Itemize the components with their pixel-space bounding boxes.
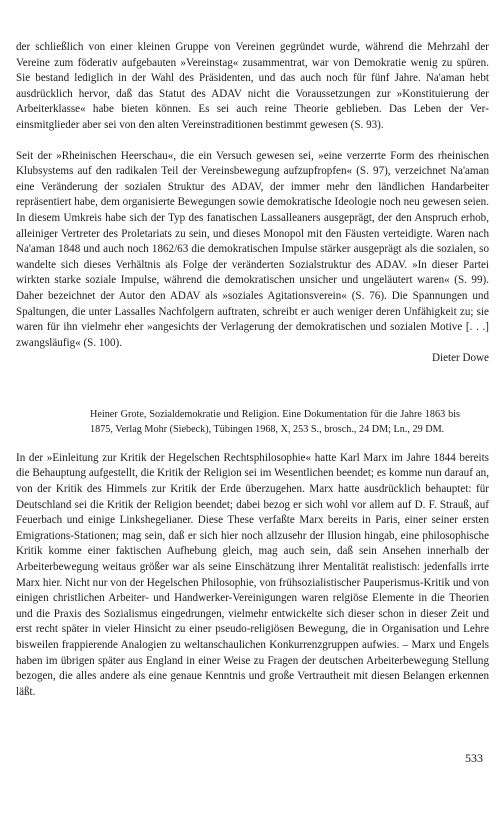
body-paragraph-2: Seit der »Rheinischen Heerschau«, die ein Versuch gewesen sei, »eine verzerrte Form des rheinischen Klubsystems auf den radikalen Teil der Vereinsbewegung aufzupfropfen« (S. 97), verzeichnet Na'aman eine Veränderung der sozialen Struktur des ADAV, der immer mehr den ländlichen Handarbeiter repräsentiert habe, dem organisierte Bewegungen sowie demokratische Ideologie noch neu gewesen seien. In diesem Umkreis habe sich der Typ des fanatischen Lassalleaners ausgeprägt, der den Anspruch erhob, alleiniger Vertreter des Proletariats zu sein, und dieses Monopol mit den Fäusten verteidigte. Waren nach Na'aman 1848 und auch noch 1862/63 die demokratischen Impulse stärker ausgeprägt als die sozialen, so wandelte sich dieses Verhältnis als Folge der veränderten Sozialstruktur des ADAV. »In dieser Partei wirkten starke soziale Impulse, während die demokratischen unsicher und ungeläutert waren« (S. 99). Daher bezeichnet der Autor den ADAV als »soziales Agitationsverein« (S. 76). Die Spannungen und Spaltungen, die unter Lassalles Nachfolgern auftraten, schreibt er auch weniger deren Unfähigkeit zu; sie waren für ihn vielmehr eher »angesichts der Verlagerung der demokratischen und sozialen Motive [. . .] zwangsläufig« (S. 100).	[16, 149, 489, 349]
review-paragraph: In der »Einleitung zur Kritik der Hegelschen Rechtsphilosophie« hatte Karl Marx im Jahre 1844 bereits die Behauptung aufgestellt, die Kritik der Religion sei im Wesentlichen beendet; es komme nun darauf an, von der Kritik des Himmels zur Kritik der Erde überzugehen. Marx hatte ausdrücklich behauptet: für Deutschland sei die Kritik der Religion beendet; dabei bezog er sich wohl vor allem auf D. F. Strauß, auf Feuerbach und einige Linkshegelianer. Diese These verfaßte Marx bereits in Paris, einer seiner ersten Emigrations-Stationen; mag sein, daß er sich hier noch allzusehr der Illusion hingab, eine philosophische Kritik komme einer faktischen Aufhebung gleich, mag auch sein, daß sein Ansehen innerhalb der Arbeiterbewegung weitaus größer war als seine Einschätzung ihrer Mentalität realistisch: jedenfalls irrte Marx hier. Nicht nur von der Hegelschen Philosophie, von frühsozialistischer Pauperismus-Kritik und von einigen christlichen Arbeiter- und Handwerker-Vereinigungen waren relgiöse Elemente in die Theorien und die Praxis des Sozialismus eingedrungen, vielmehr entwickelte sich dieser schon in dieser Zeit und erst recht später in vieler Hinsicht zu einer pseudo-religiösen Bewegung, die in Organisation und Lehre bisweilen frappierende Analogien zu weltanschaulichen Konkurrenzgruppen aufwies. – Marx und Engels haben im übrigen später aus England in einer Weise zu Fragen der deutschen Arbeiterbewegung Stellung bezogen, die alles andere als eine genaue Kenntnis und große Vertrautheit mit diesen Belangen erkennen läßt.	[16, 451, 489, 698]
citation-text: Heiner Grote, Sozialdemokratie und Religion. Eine Dokumentation für die Jahre 1863 bis 1875, Verlag Mohr (Siebeck), Tübingen 1968, X, 253 S., brosch., 24 DM; Ln., 29 DM.	[90, 408, 460, 435]
body-paragraph-1: der schließlich von einer kleinen Gruppe von Vereinen gegründet wurde, während die Mehrzahl der Vereine zum föderativ aufgebauten »Vereinstag« zusammentrat, war von Demokratie wenig zu spüren. Sie bestand lediglich in der Wahl des Präsidenten, und das auch noch für fünf Jahre. Na'aman hebt ausdrücklich hervor, daß das Statut des ADAV nicht die Voraussetzungen zur »Konstituierung der Arbeiterklasse« habe bieten können. Es sei auch reine Theorie geblieben. Das Leben der Vereinsmitglieder aber sei von den alten Vereinstraditionen bestimmt gewesen (S. 93).	[16, 41, 489, 131]
book-page	[16, 40, 489, 700]
page-number: 533	[465, 751, 483, 765]
book-review-citation	[90, 407, 460, 437]
author-signature: Dieter Dowe	[432, 352, 489, 365]
